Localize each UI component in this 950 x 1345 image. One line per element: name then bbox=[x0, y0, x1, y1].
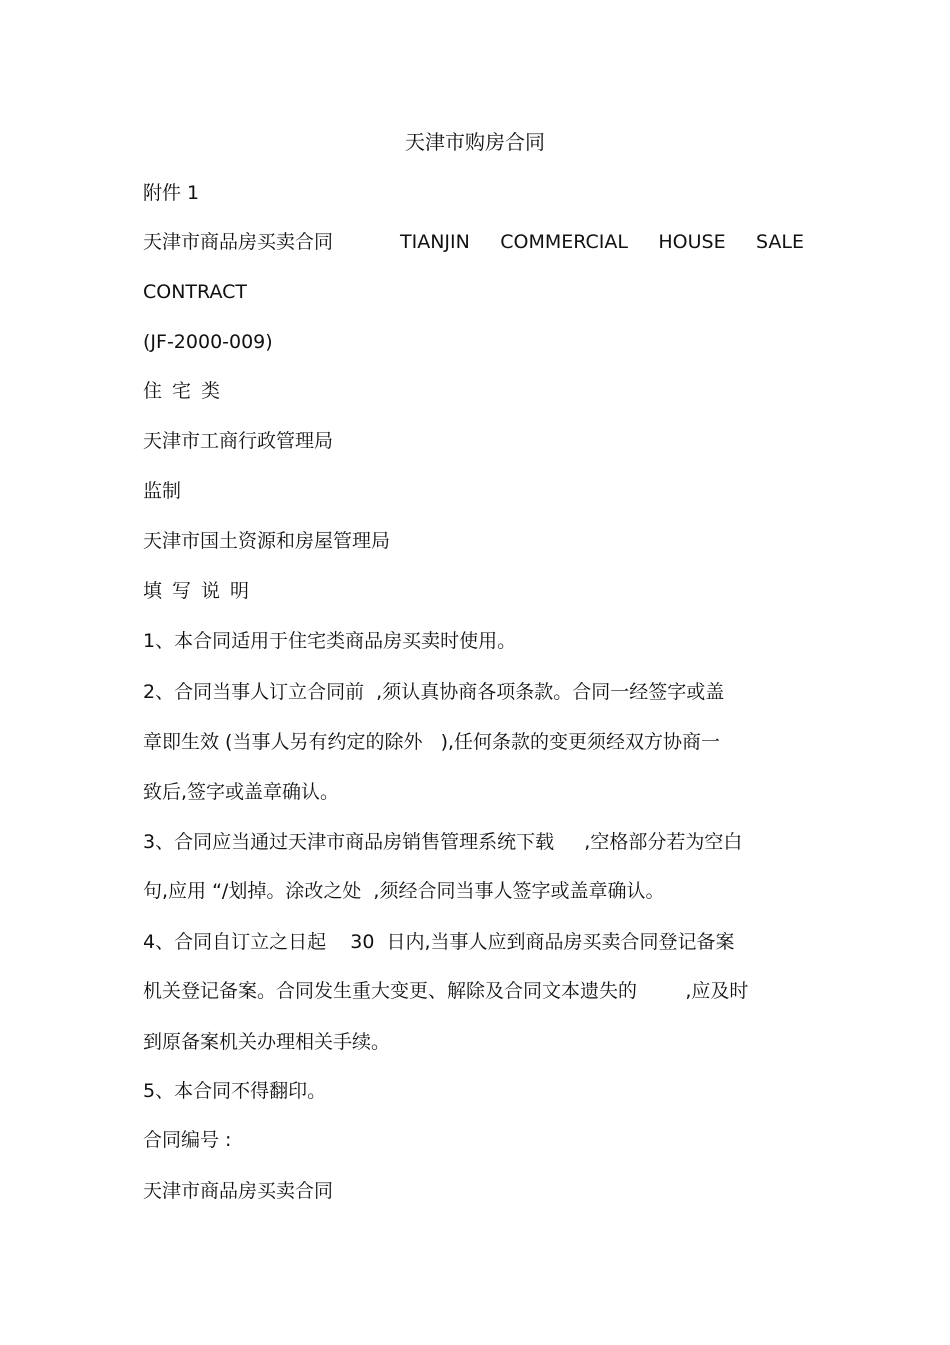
closing-contract-title: 天津市商品房买卖合同 bbox=[143, 1180, 334, 1202]
contract-category: 住宅类 bbox=[143, 380, 231, 402]
document-title: 天津市购房合同 bbox=[405, 130, 545, 154]
en-title-word: TIANJIN bbox=[400, 231, 470, 253]
supervise-label: 监制 bbox=[143, 480, 182, 502]
instruction-4-line-2: 机关登记备案。合同发生重大变更、解除及合同文本遗失的 ,应及时 bbox=[143, 980, 749, 1002]
en-title-word: COMMERCIAL bbox=[500, 231, 628, 253]
instruction-3-line-1: 3、合同应当通过天津市商品房销售管理系统下载 ,空格部分若为空白 bbox=[143, 831, 743, 853]
en-contract-title-cont: CONTRACT bbox=[143, 281, 248, 303]
cn-contract-title: 天津市商品房买卖合同 bbox=[143, 231, 334, 253]
instruction-4-line-1: 4、合同自订立之日起 30 日内,当事人应到商品房买卖合同登记备案 bbox=[143, 931, 735, 953]
instruction-5: 5、本合同不得翻印。 bbox=[143, 1080, 327, 1102]
instruction-2-line-2: 章即生效 (当事人另有约定的除外 ),任何条款的变更须经双方协商一 bbox=[143, 731, 721, 753]
attachment-label: 附件 1 bbox=[143, 182, 200, 204]
instructions-heading: 填写说明 bbox=[143, 580, 260, 602]
instruction-4-line-3: 到原备案机关办理相关手续。 bbox=[143, 1031, 391, 1053]
instruction-1: 1、本合同适用于住宅类商品房买卖时使用。 bbox=[143, 630, 517, 652]
issuer-aic: 天津市工商行政管理局 bbox=[143, 430, 334, 452]
en-title-word: HOUSE bbox=[658, 231, 726, 253]
en-title-word: SALE bbox=[755, 231, 804, 253]
contract-number-label: 合同编号 : bbox=[143, 1129, 232, 1151]
contract-code: (JF-2000-009) bbox=[143, 331, 273, 353]
issuer-land: 天津市国土资源和房屋管理局 bbox=[143, 530, 391, 552]
instruction-2-line-3: 致后,签字或盖章确认。 bbox=[143, 781, 340, 803]
instruction-2-line-1: 2、合同当事人订立合同前 ,须认真协商各项条款。合同一经签字或盖 bbox=[143, 681, 725, 703]
instruction-3-line-2: 句,应用 “/划掉。涂改之处 ,须经合同当事人签字或盖章确认。 bbox=[143, 880, 665, 902]
en-contract-title bbox=[400, 229, 804, 255]
